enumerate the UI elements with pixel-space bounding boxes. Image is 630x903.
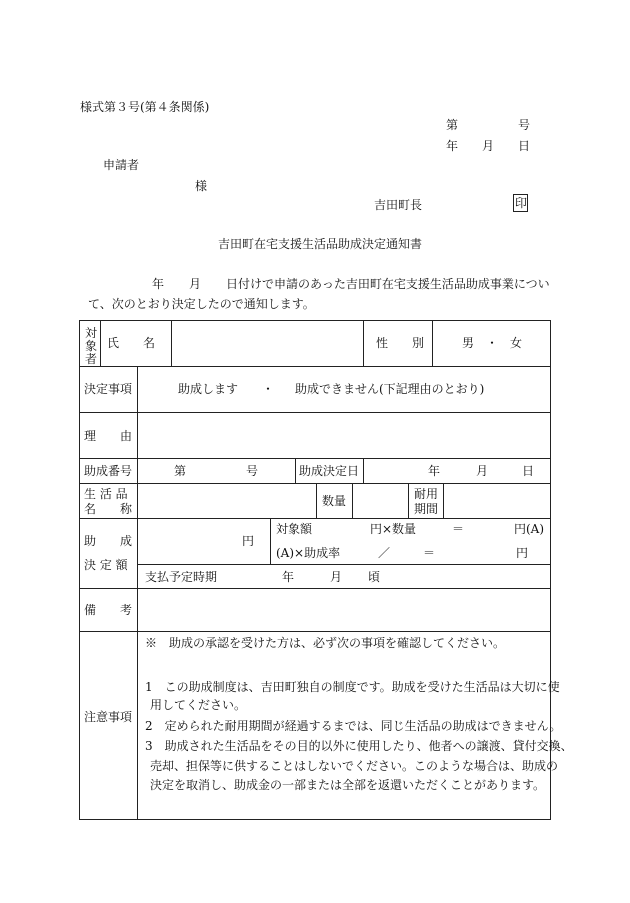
durable-label-2: 期間 bbox=[414, 502, 439, 516]
date-month: 月 bbox=[482, 139, 495, 153]
mayor-label: 吉田町長 bbox=[374, 198, 423, 212]
note-3-line-1: 3 助成された生活品をその目的以外に使用したり、他者への譲渡、貸付交換、 bbox=[145, 739, 573, 753]
sama-label: 様 bbox=[195, 179, 208, 193]
seal-mark: 印 bbox=[515, 196, 528, 210]
grant-number-dai: 第 bbox=[174, 464, 187, 478]
calc-yen-a: 円(A) bbox=[514, 522, 545, 536]
target-char-3: 者 bbox=[84, 352, 97, 366]
intro-year: 年 bbox=[152, 277, 165, 291]
notes-label: 注意事項 bbox=[84, 710, 133, 724]
target-char-2: 象 bbox=[84, 339, 97, 353]
grant-date-label: 助成決定日 bbox=[299, 464, 360, 478]
note-3-line-2: 売却、担保等に供することはしないでください。このような場合は、助成の bbox=[150, 759, 559, 773]
gender-label: 性 別 bbox=[376, 336, 425, 350]
date-day: 日 bbox=[518, 139, 531, 153]
payment-around: 頃 bbox=[368, 570, 381, 584]
applicant-label: 申請者 bbox=[103, 158, 140, 172]
target-amount-label: 対象額 bbox=[276, 522, 313, 536]
date-year: 年 bbox=[446, 139, 459, 153]
grant-date-day: 日 bbox=[522, 464, 535, 478]
calc-line-1: 円×数量 bbox=[370, 522, 417, 536]
target-char-1: 対 bbox=[84, 326, 97, 340]
item-name-label-1: 生 活 品 bbox=[84, 487, 128, 501]
document-title: 吉田町在宅支援生活品助成決定通知書 bbox=[218, 237, 423, 251]
doc-number-go: 号 bbox=[518, 118, 531, 132]
durable-label-1: 耐用 bbox=[414, 487, 439, 501]
grant-date-year: 年 bbox=[428, 464, 441, 478]
seal-box bbox=[513, 194, 528, 212]
reason-label: 理 由 bbox=[84, 429, 133, 443]
calc-equals-2: ＝ bbox=[423, 546, 436, 560]
grant-number-label: 助成番号 bbox=[84, 464, 133, 478]
payment-year: 年 bbox=[282, 570, 295, 584]
form-number: 様式第３号(第４条関係) bbox=[80, 100, 210, 114]
amount-yen: 円 bbox=[242, 534, 255, 548]
calc-line-2: (A)×助成率 bbox=[276, 546, 341, 560]
doc-number-dai: 第 bbox=[446, 118, 459, 132]
note-2: 2 定められた耐用期間が経過するまでは、同じ生活品の助成はできません。 bbox=[145, 719, 562, 733]
grant-date-month: 月 bbox=[476, 464, 489, 478]
intro-line-2: て、次のとおり決定したので通知します。 bbox=[88, 297, 315, 311]
note-3-line-3: 決定を取消し、助成金の一部または全部を返還いただくことがあります。 bbox=[150, 778, 546, 792]
grant-number-go: 号 bbox=[246, 464, 259, 478]
note-1-line-2: 用してください。 bbox=[150, 698, 247, 712]
decision-label: 決定事項 bbox=[84, 382, 133, 396]
notes-heading: ※ 助成の承認を受けた方は、必ず次の事項を確認してください。 bbox=[145, 636, 506, 650]
calc-equals-1: ＝ bbox=[452, 522, 465, 536]
intro-line-1: 日付けで申請のあった吉田町在宅支援生活品助成事業につい bbox=[226, 277, 550, 291]
calc-yen: 円 bbox=[516, 546, 529, 560]
decision-yes: 助成します bbox=[178, 382, 239, 396]
amount-label-2: 決 定 額 bbox=[84, 558, 128, 572]
payment-label: 支払予定時期 bbox=[145, 570, 218, 584]
item-name-label-2: 名 称 bbox=[84, 502, 133, 516]
gender-options: 男 ・ 女 bbox=[462, 336, 523, 350]
calc-slash: ／ bbox=[378, 546, 391, 560]
note-1-line-1: 1 この助成制度は、吉田町独自の制度です。助成を受けた生活品は大切に使 bbox=[145, 680, 560, 694]
target-person-label bbox=[84, 327, 98, 366]
intro-month: 月 bbox=[189, 277, 202, 291]
remarks-label: 備 考 bbox=[84, 603, 133, 617]
payment-month: 月 bbox=[330, 570, 343, 584]
amount-label-1: 助 成 bbox=[84, 534, 133, 548]
decision-separator: ・ bbox=[262, 382, 275, 396]
name-label: 氏 名 bbox=[107, 336, 156, 350]
decision-no: 助成できません(下記理由のとおり) bbox=[295, 382, 485, 396]
quantity-label: 数量 bbox=[322, 494, 347, 508]
